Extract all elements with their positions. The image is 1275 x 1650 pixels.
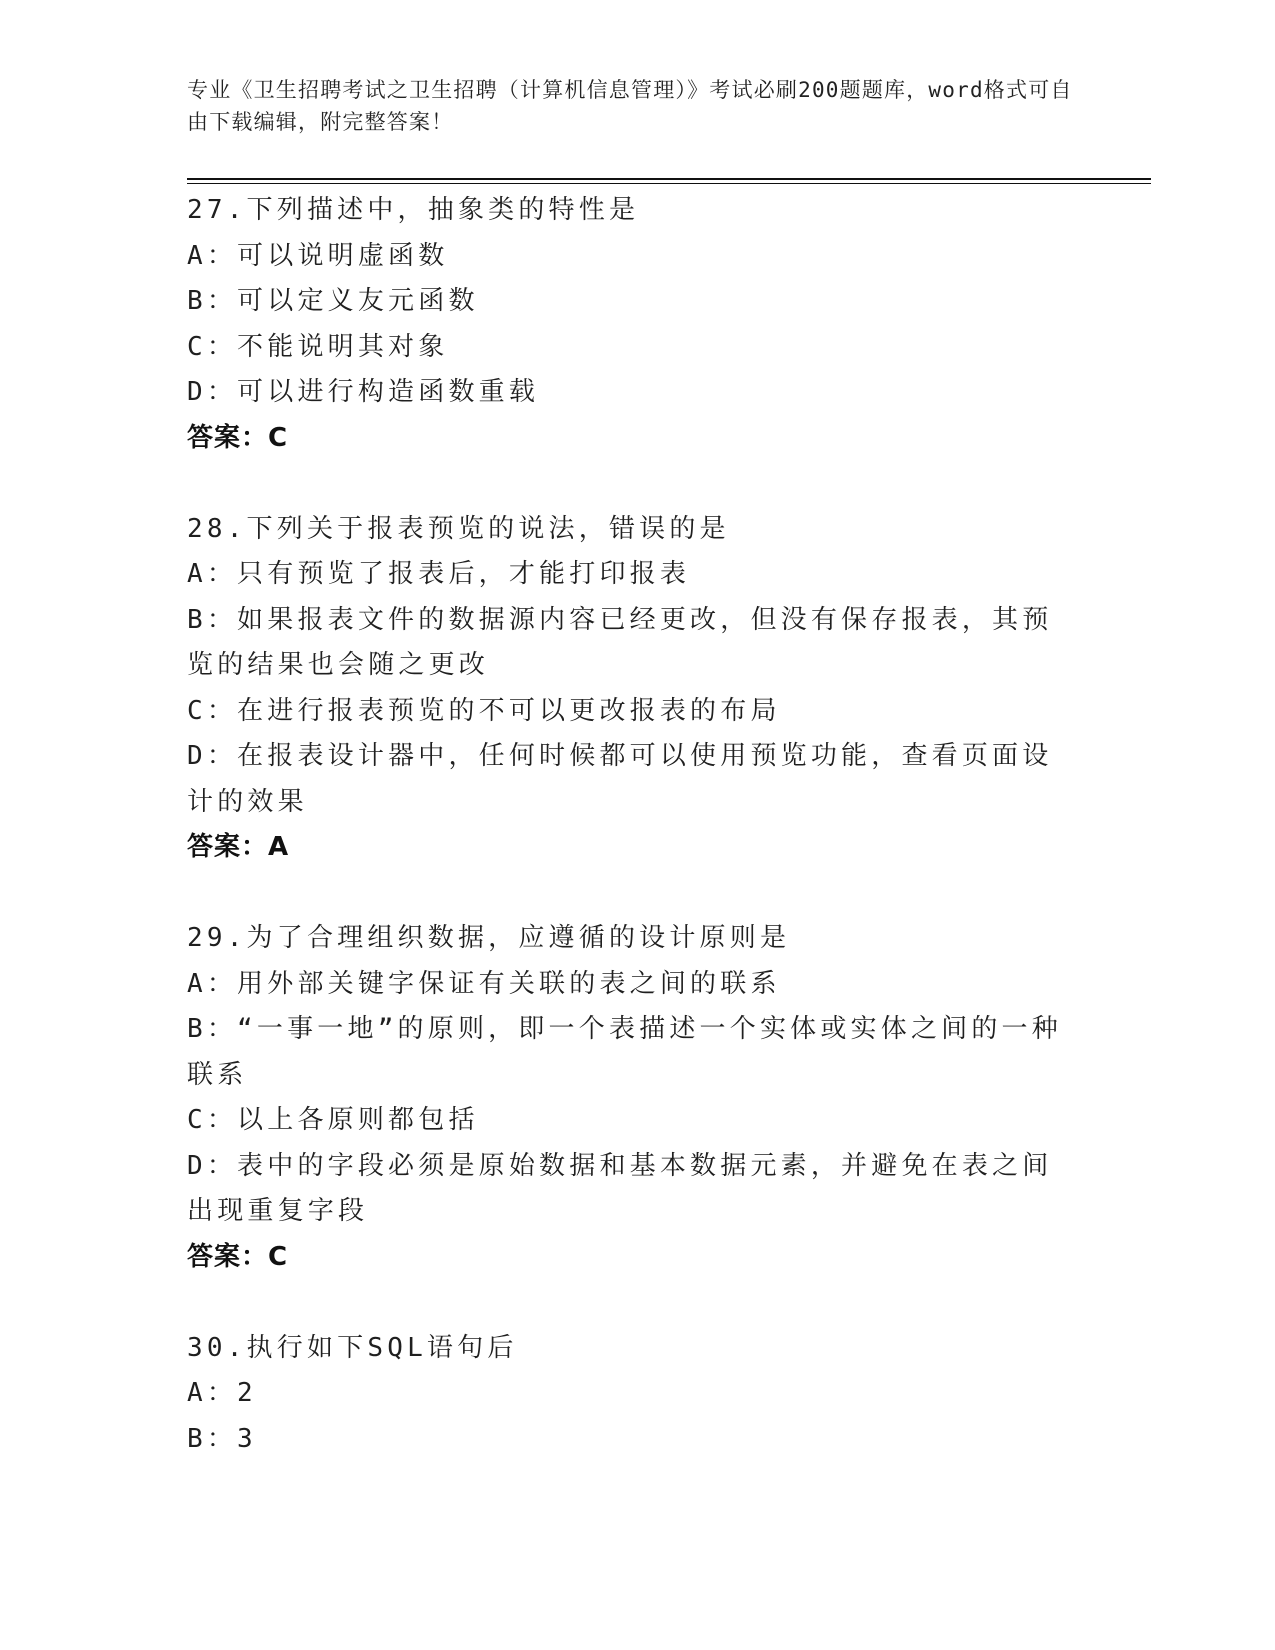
option-a: A：2: [187, 1378, 257, 1408]
question-stem: 30.执行如下SQL语句后: [187, 1332, 518, 1363]
option-b: B：3: [187, 1423, 257, 1454]
question-item: [187, 188, 1067, 461]
header-divider-thick: [187, 178, 1151, 180]
option-b: B：可以定义友元函数: [187, 286, 479, 316]
answer-text: 答案：C: [187, 422, 289, 453]
option-a: A：只有预览了报表后，才能打印报表: [187, 559, 691, 589]
option-c: C：不能说明其对象: [187, 331, 449, 362]
question-item: [187, 507, 1067, 871]
option-d: D：表中的字段必须是原始数据和基本数据元素，并避免在表之间出现重复字段: [187, 1150, 1053, 1226]
document-header: 专业《卫生招聘考试之卫生招聘（计算机信息管理）》考试必刷200题题库，word格式可自由下载编辑，附完整答案！: [187, 78, 1073, 134]
option-c: C：在进行报表预览的不可以更改报表的布局: [187, 695, 781, 726]
option-c: C：以上各原则都包括: [187, 1105, 479, 1135]
question-stem: 28.下列关于报表预览的说法，错误的是: [187, 513, 730, 544]
answer-text: 答案：C: [187, 1241, 289, 1272]
option-b: B：如果报表文件的数据源内容已经更改，但没有保存报表，其预览的结果也会随之更改: [187, 604, 1053, 680]
question-list: [187, 188, 1067, 1508]
header-divider-thin: [187, 183, 1151, 184]
option-b: B：“一事一地”的原则，即一个表描述一个实体或实体之间的一种联系: [187, 1014, 1062, 1090]
answer-text: 答案：A: [187, 832, 290, 862]
question-item: [187, 1326, 1067, 1463]
option-a: A：用外部关键字保证有关联的表之间的联系: [187, 968, 781, 999]
option-d: D：可以进行构造函数重载: [187, 377, 540, 407]
question-item: [187, 916, 1067, 1280]
question-stem: 27.下列描述中，抽象类的特性是: [187, 195, 640, 225]
question-stem: 29.为了合理组织数据，应遵循的设计原则是: [187, 923, 791, 953]
option-a: A：可以说明虚函数: [187, 240, 449, 271]
option-d: D：在报表设计器中，任何时候都可以使用预览功能，查看页面设计的效果: [187, 741, 1053, 817]
